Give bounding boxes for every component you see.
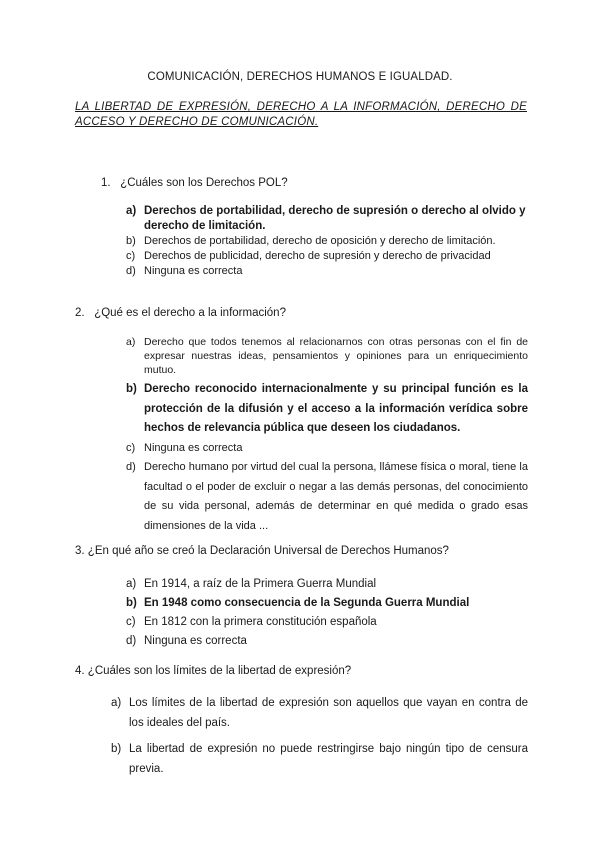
question-number: 1.	[101, 177, 111, 189]
options-list	[126, 575, 528, 651]
document-subtitle: LA LIBERTAD DE EXPRESIÓN, DERECHO A LA INFORMACIÓN, DERECHO DE ACCESO Y DERECHO DE COMUNICACIÓN.	[75, 101, 527, 128]
options-list	[126, 335, 528, 536]
option-2c: c) Ninguna es correcta	[126, 441, 243, 454]
question-text: ¿Qué es el derecho a la información?	[94, 307, 286, 319]
option-4a: a) Los límites de la libertad de expresión son aquellos que vayan en contra de los ideales del país.	[111, 697, 528, 729]
option-2d: d) Derecho humano por virtud del cual la persona, llámese física o moral, tiene la facultad o el poder de excluir o negar a las demás personas, del conocimiento de su vida personal, además de determinar en qué medida o grado esas dimensiones de la vida ...	[126, 461, 528, 532]
option-3d: d) Ninguna es correcta	[126, 635, 247, 647]
options-list	[111, 694, 528, 779]
question-2	[75, 307, 286, 319]
option-2b: b) Derecho reconocido internacionalmente y su principal función es la protección de la difusión y el acceso a la información verídica sobre hechos de relevancia pública que deseen los ciudadanos.	[126, 383, 528, 434]
question-number: 3.	[75, 545, 85, 557]
option-1b: b) Derechos de portabilidad, derecho de oposición y derecho de limitación.	[126, 235, 496, 247]
question-number: 2.	[75, 307, 85, 319]
question-1	[101, 177, 288, 189]
option-4b: b) La libertad de expresión no puede restringirse bajo ningún tipo de censura previa.	[111, 743, 528, 775]
question-text: ¿En qué año se creó la Declaración Universal de Derechos Humanos?	[87, 545, 449, 557]
question-number: 4.	[75, 665, 85, 677]
question-text: ¿Cuáles son los Derechos POL?	[120, 177, 288, 189]
document-title: COMUNICACIÓN, DERECHOS HUMANOS E IGUALDAD.	[147, 71, 453, 83]
option-1a: a) Derechos de portabilidad, derecho de supresión o derecho al olvido y derecho de limitación.	[126, 205, 526, 232]
option-1c: c) Derechos de publicidad, derecho de supresión y derecho de privacidad	[126, 250, 491, 262]
question-3	[75, 545, 449, 557]
option-3b: b) En 1948 como consecuencia de la Segunda Guerra Mundial	[126, 597, 470, 609]
question-text: ¿Cuáles son los límites de la libertad de expresión?	[87, 665, 352, 677]
option-2a: a) Derecho que todos tenemos al relacionarnos con otras personas con el fin de expresar nuestras ideas, pensamientos y opiniones para un enriquecimiento mutuo.	[126, 336, 528, 376]
options-list	[126, 204, 528, 279]
question-4	[75, 665, 351, 677]
option-3c: c) En 1812 con la primera constitución española	[126, 616, 377, 628]
option-1d: d) Ninguna es correcta	[126, 265, 243, 277]
option-3a: a) En 1914, a raíz de la Primera Guerra Mundial	[126, 578, 377, 590]
